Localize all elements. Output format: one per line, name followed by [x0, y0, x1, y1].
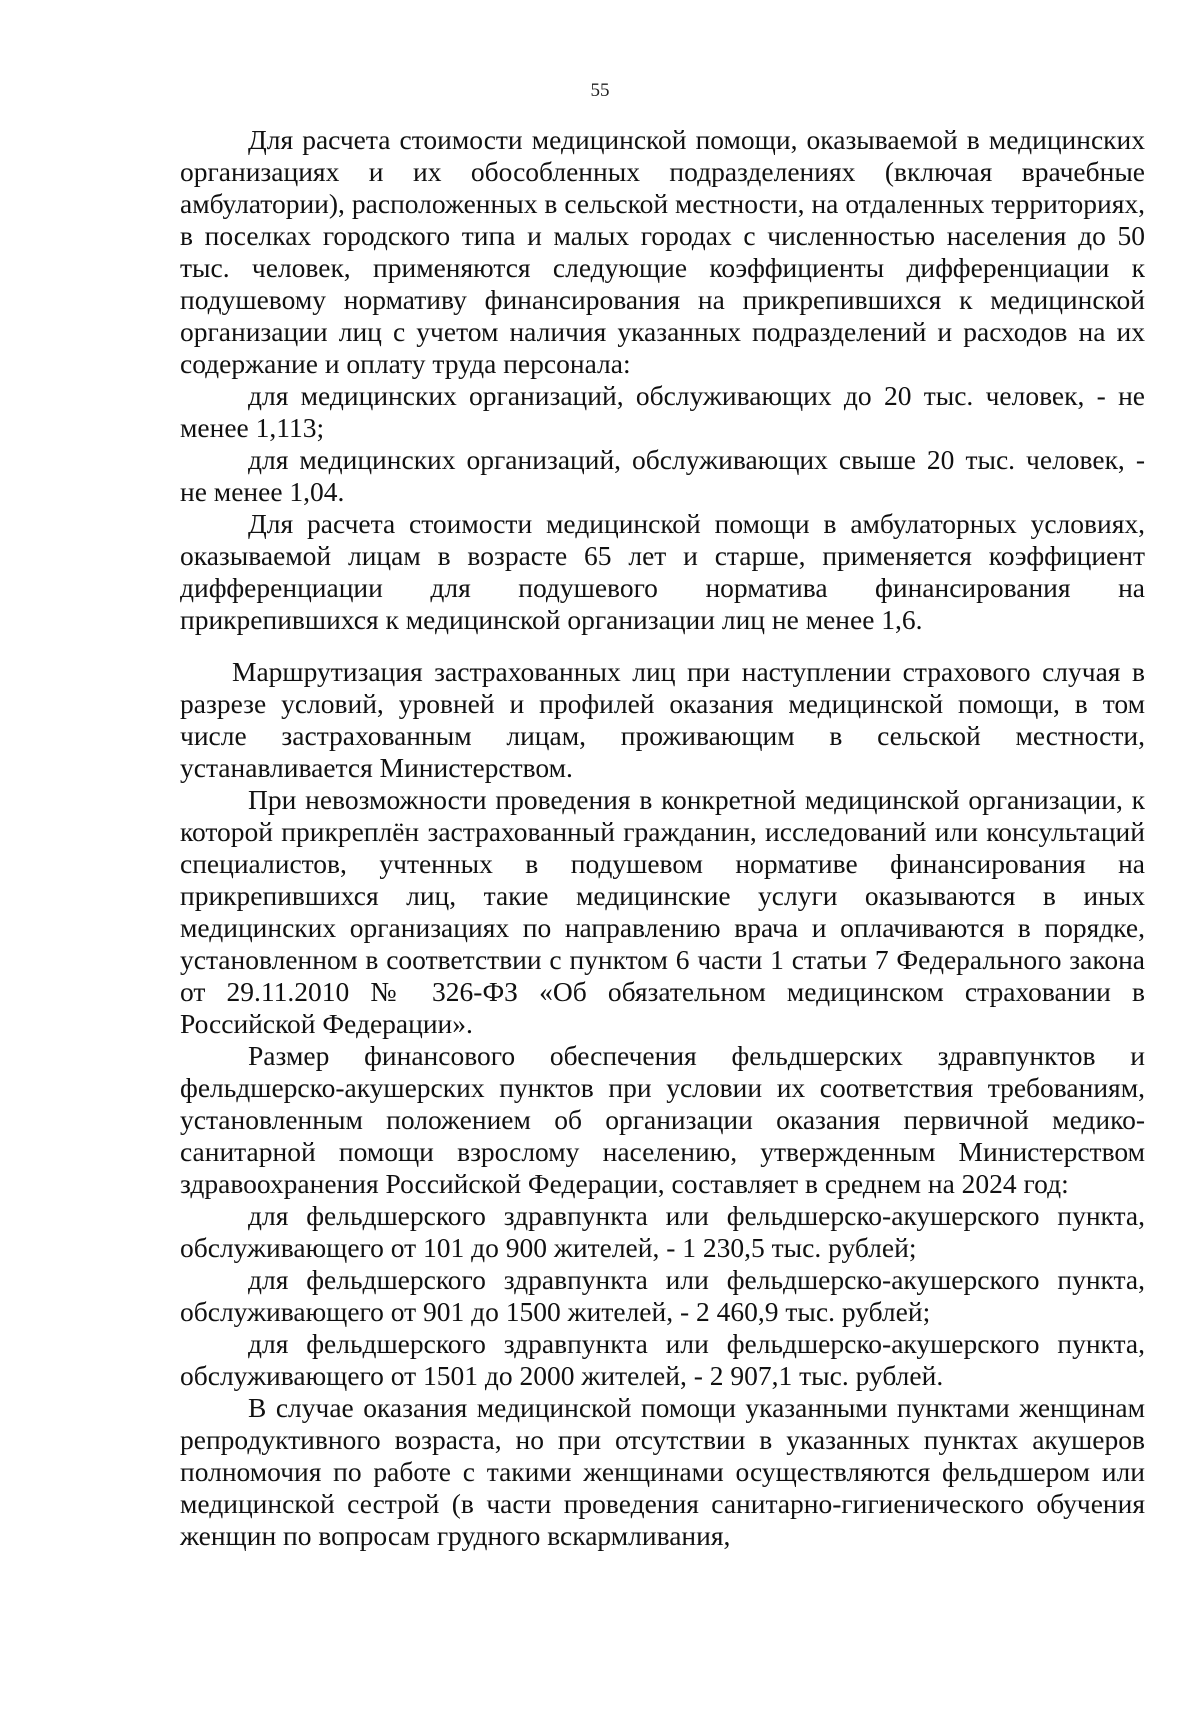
page-number: 55: [590, 80, 610, 101]
paragraph-coefficient-up-to-20k: для медицинских организаций, обслуживающих до 20 тыс. человек, - не менее 1,113;: [180, 380, 1145, 443]
document-body: [180, 124, 1145, 1552]
paragraph-other-organizations: При невозможности проведения в конкретной медицинской организации, к которой прикреплён застрахованный гражданин, исследований или консультаций специалистов, учтенных в подушевом нормативе финансирования на прикрепившихся лиц, такие медицинские услуги оказываются в иных медицинских организациях по направлению врача и оплачиваются в порядке, установленном в соответствии с пунктом 6 части 1 статьи 7 Федерального закона от 29.11.2010 № 326-ФЗ «Об обязательном медицинском страховании в Российской Федерации».: [180, 784, 1145, 1039]
paragraph-funding-901-1500: для фельдшерского здравпункта или фельдшерско-акушерского пункта, обслуживающего от 901 до 1500 жителей, - 2 460,9 тыс. рублей;: [180, 1264, 1145, 1327]
paragraph-funding-1501-2000: для фельдшерского здравпункта или фельдшерско-акушерского пункта, обслуживающего от 1501 до 2000 жителей, - 2 907,1 тыс. рублей.: [180, 1328, 1145, 1391]
paragraph-rural-coefficients: Для расчета стоимости медицинской помощи, оказываемой в медицинских организациях и их обособленных подразделениях (включая врачебные амбулатории), расположенных в сельской местности, на отдаленных территориях, в поселках городского типа и малых городах с численностью населения до 50 тыс. человек, применяются следующие коэффициенты дифференциации к подушевому нормативу финансирования на прикрепившихся к медицинской организации лиц с учетом наличия указанных подразделений и расходов на их содержание и оплату труда персонала:: [180, 124, 1145, 379]
paragraph-funding-101-900: для фельдшерского здравпункта или фельдшерско-акушерского пункта, обслуживающего от 101 до 900 жителей, - 1 230,5 тыс. рублей;: [180, 1200, 1145, 1263]
paragraph-feldsher-funding: Размер финансового обеспечения фельдшерских здравпунктов и фельдшерско-акушерских пунктов при условии их соответствия требованиям, установленным положением об организации оказания первичной медико-санитарной помощи взрослому населению, утвержденным Министерством здравоохранения Российской Федерации, составляет в среднем на 2024 год:: [180, 1040, 1145, 1199]
paragraph-routing: Маршрутизация застрахованных лиц при наступлении страхового случая в разрезе условий, уровней и профилей оказания медицинской помощи, в том числе застрахованным лицам, проживающим в сельской местности, устанавливается Министерством.: [180, 656, 1145, 783]
paragraph-elderly-coefficient: Для расчета стоимости медицинской помощи в амбулаторных условиях, оказываемой лицам в возрасте 65 лет и старше, применяется коэффициент дифференциации для подушевого норматива финансирования на прикрепившихся к медицинской организации лиц не менее 1,6.: [180, 508, 1145, 635]
paragraph-coefficient-over-20k: для медицинских организаций, обслуживающих свыше 20 тыс. человек, - не менее 1,04.: [180, 444, 1145, 507]
paragraph-reproductive-age: В случае оказания медицинской помощи указанными пунктами женщинам репродуктивного возраста, но при отсутствии в указанных пунктах акушеров полномочия по работе с такими женщинами осуществляются фельдшером или медицинской сестрой (в части проведения санитарно-гигиенического обучения женщин по вопросам грудного вскармливания,: [180, 1392, 1145, 1551]
